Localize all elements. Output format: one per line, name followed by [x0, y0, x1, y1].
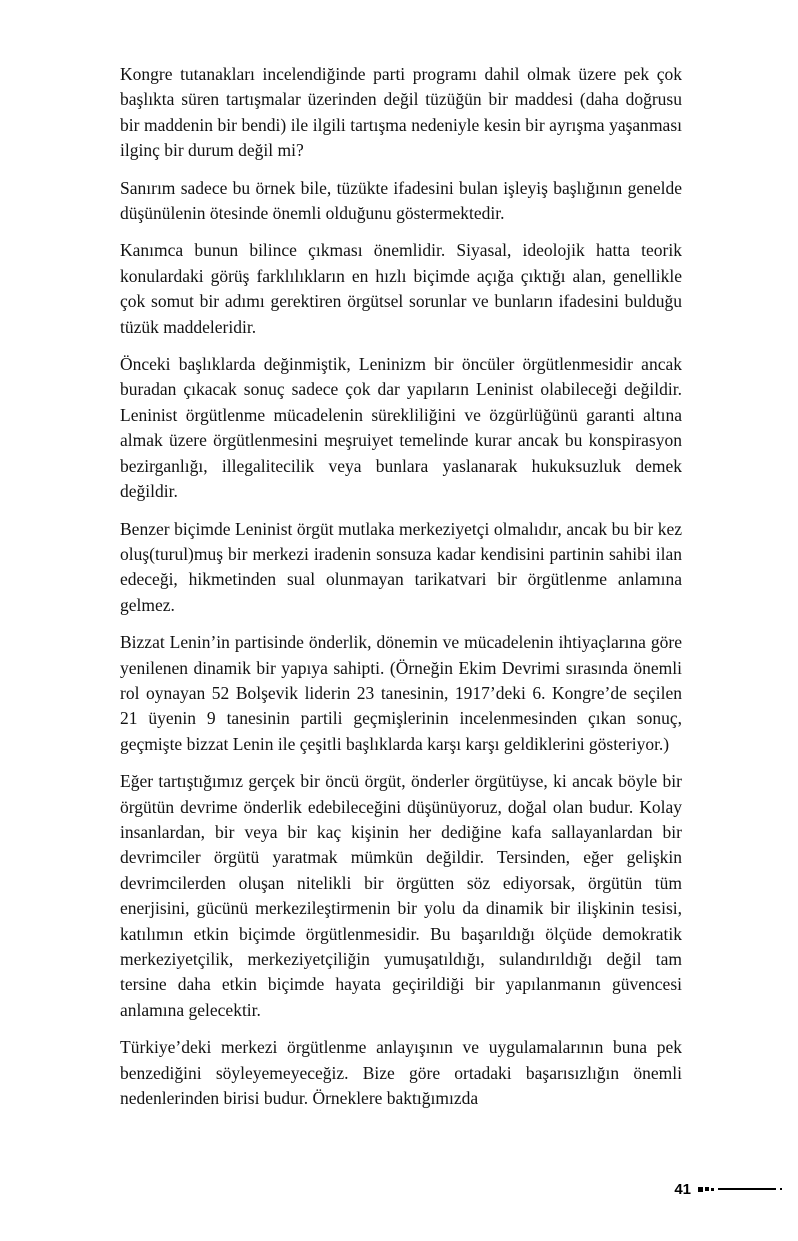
- footer-ornament-squares-icon: [698, 1187, 714, 1192]
- body-text: [120, 62, 682, 1123]
- page-number: 41: [674, 1180, 691, 1198]
- ornament-square-icon: [705, 1187, 709, 1191]
- ornament-square-icon: [711, 1188, 714, 1191]
- paragraph-7: Eğer tartıştığımız gerçek bir öncü örgüt, önderler örgütüyse, ki ancak böyle bir örgütün devrime önderlik edebileceğini düşünüyoruz, doğal olan budur. Kolay insanlardan, bir veya bir kaç kişinin her dediğine kafa sallayanlardan bir devrimciler örgütü yaratmak mümkün değildir. Tersinden, eğer gelişkin devrimcilerden oluşan nitelikli bir örgütten söz ediyorsak, örgütün tüm enerjisini, gücünü merkezileştirmenin bir yolu da dinamik bir ilişkinin tesisi, katılımın etkin biçimde örgütlenmesidir. Bu başarıldığı ölçüde demokratik merkeziyetçilik, merkeziyetçiliğin yumuşatıldığı, sulandırıldığı değil tam tersine daha etkin biçimde hayata geçirildiği bir yapılanmanın güvencesi anlamına gelecektir.: [120, 771, 682, 1020]
- paragraph-1: Kongre tutanakları incelendiğinde parti programı dahil olmak üzere pek çok başlıkta süren tartışmalar üzerinden değil tüzüğün bir maddesi (daha doğrusu bir maddenin bir bendi) ile ilgili tartışma nedeniyle kesin bir ayrışma yaşanması ilginç bir durum değil mi?: [120, 64, 682, 161]
- paragraph-2: Sanırım sadece bu örnek bile, tüzükte ifadesini bulan işleyiş başlığının genelde düşünülenin ötesinde önemli olduğunu göstermektedir.: [120, 177, 682, 224]
- paragraph-3: Kanımca bunun bilince çıkması önemlidir. Siyasal, ideolojik hatta teorik konulardaki görüş farklılıkların en hızlı biçimde açığa çıktığı alan, genellikle çok somut bir adımı gerektiren örgütsel sorunlar ve bunların ifadesini bulduğu tüzük maddeleridir.: [120, 240, 682, 337]
- paragraph-8: Türkiye’deki merkezi örgütlenme anlayışının ve uygulamalarının buna pek benzediğini söyleyemeyeceğiz. Bize göre ortadaki başarısızlığın önemli nedenlerinden birisi budur. Örneklere baktığımızda: [120, 1037, 682, 1109]
- footer-rule: [718, 1188, 776, 1190]
- paragraph-5: Benzer biçimde Leninist örgüt mutlaka merkeziyetçi olmalıdır, ancak bu bir kez oluş(turul)muş bir merkezi iradenin sonsuza kadar kendisini partinin sahibi ilan edeceği, hikmetinden sual olunmayan tarikatvari bir örgütlenme anlamına gelmez.: [120, 518, 682, 615]
- paragraph-4: Önceki başlıklarda değinmiştik, Leninizm bir öncüler örgütlenmesidir ancak buradan çıkacak sonuç sadece çok dar yapıların Leninist olabileceği değildir. Leninist örgütlenme mücadelenin sürekliliğini ve özgürlüğünü garanti altına almak üzere örgütlenmesini meşruiyet temelinde kurar ancak bu konspirasyon bezirganlığı, illegalitecilik veya bunlara yaslanarak hukuksuzluk demek değildir.: [120, 354, 682, 502]
- ornament-square-icon: [698, 1187, 703, 1192]
- paragraph-6: Bizzat Lenin’in partisinde önderlik, dönemin ve mücadelenin ihtiyaçlarına göre yenilenen dinamik bir yapıya sahipti. (Örneğin Ekim Devrimi sırasında önemli rol oynayan 52 Bolşevik liderin 23 tanesinin, 1917’deki 6. Kongre’de seçilen 21 üyenin 9 tanesinin partili geçmişlerinin incelenmesinden çıkan sonuç, geçmişte bizzat Lenin ile çeşitli başlıklarda karşı karşı geldiklerini gösteriyor.): [120, 632, 682, 754]
- footer-rule-end-dot: [780, 1188, 782, 1190]
- page-footer: [674, 1180, 782, 1198]
